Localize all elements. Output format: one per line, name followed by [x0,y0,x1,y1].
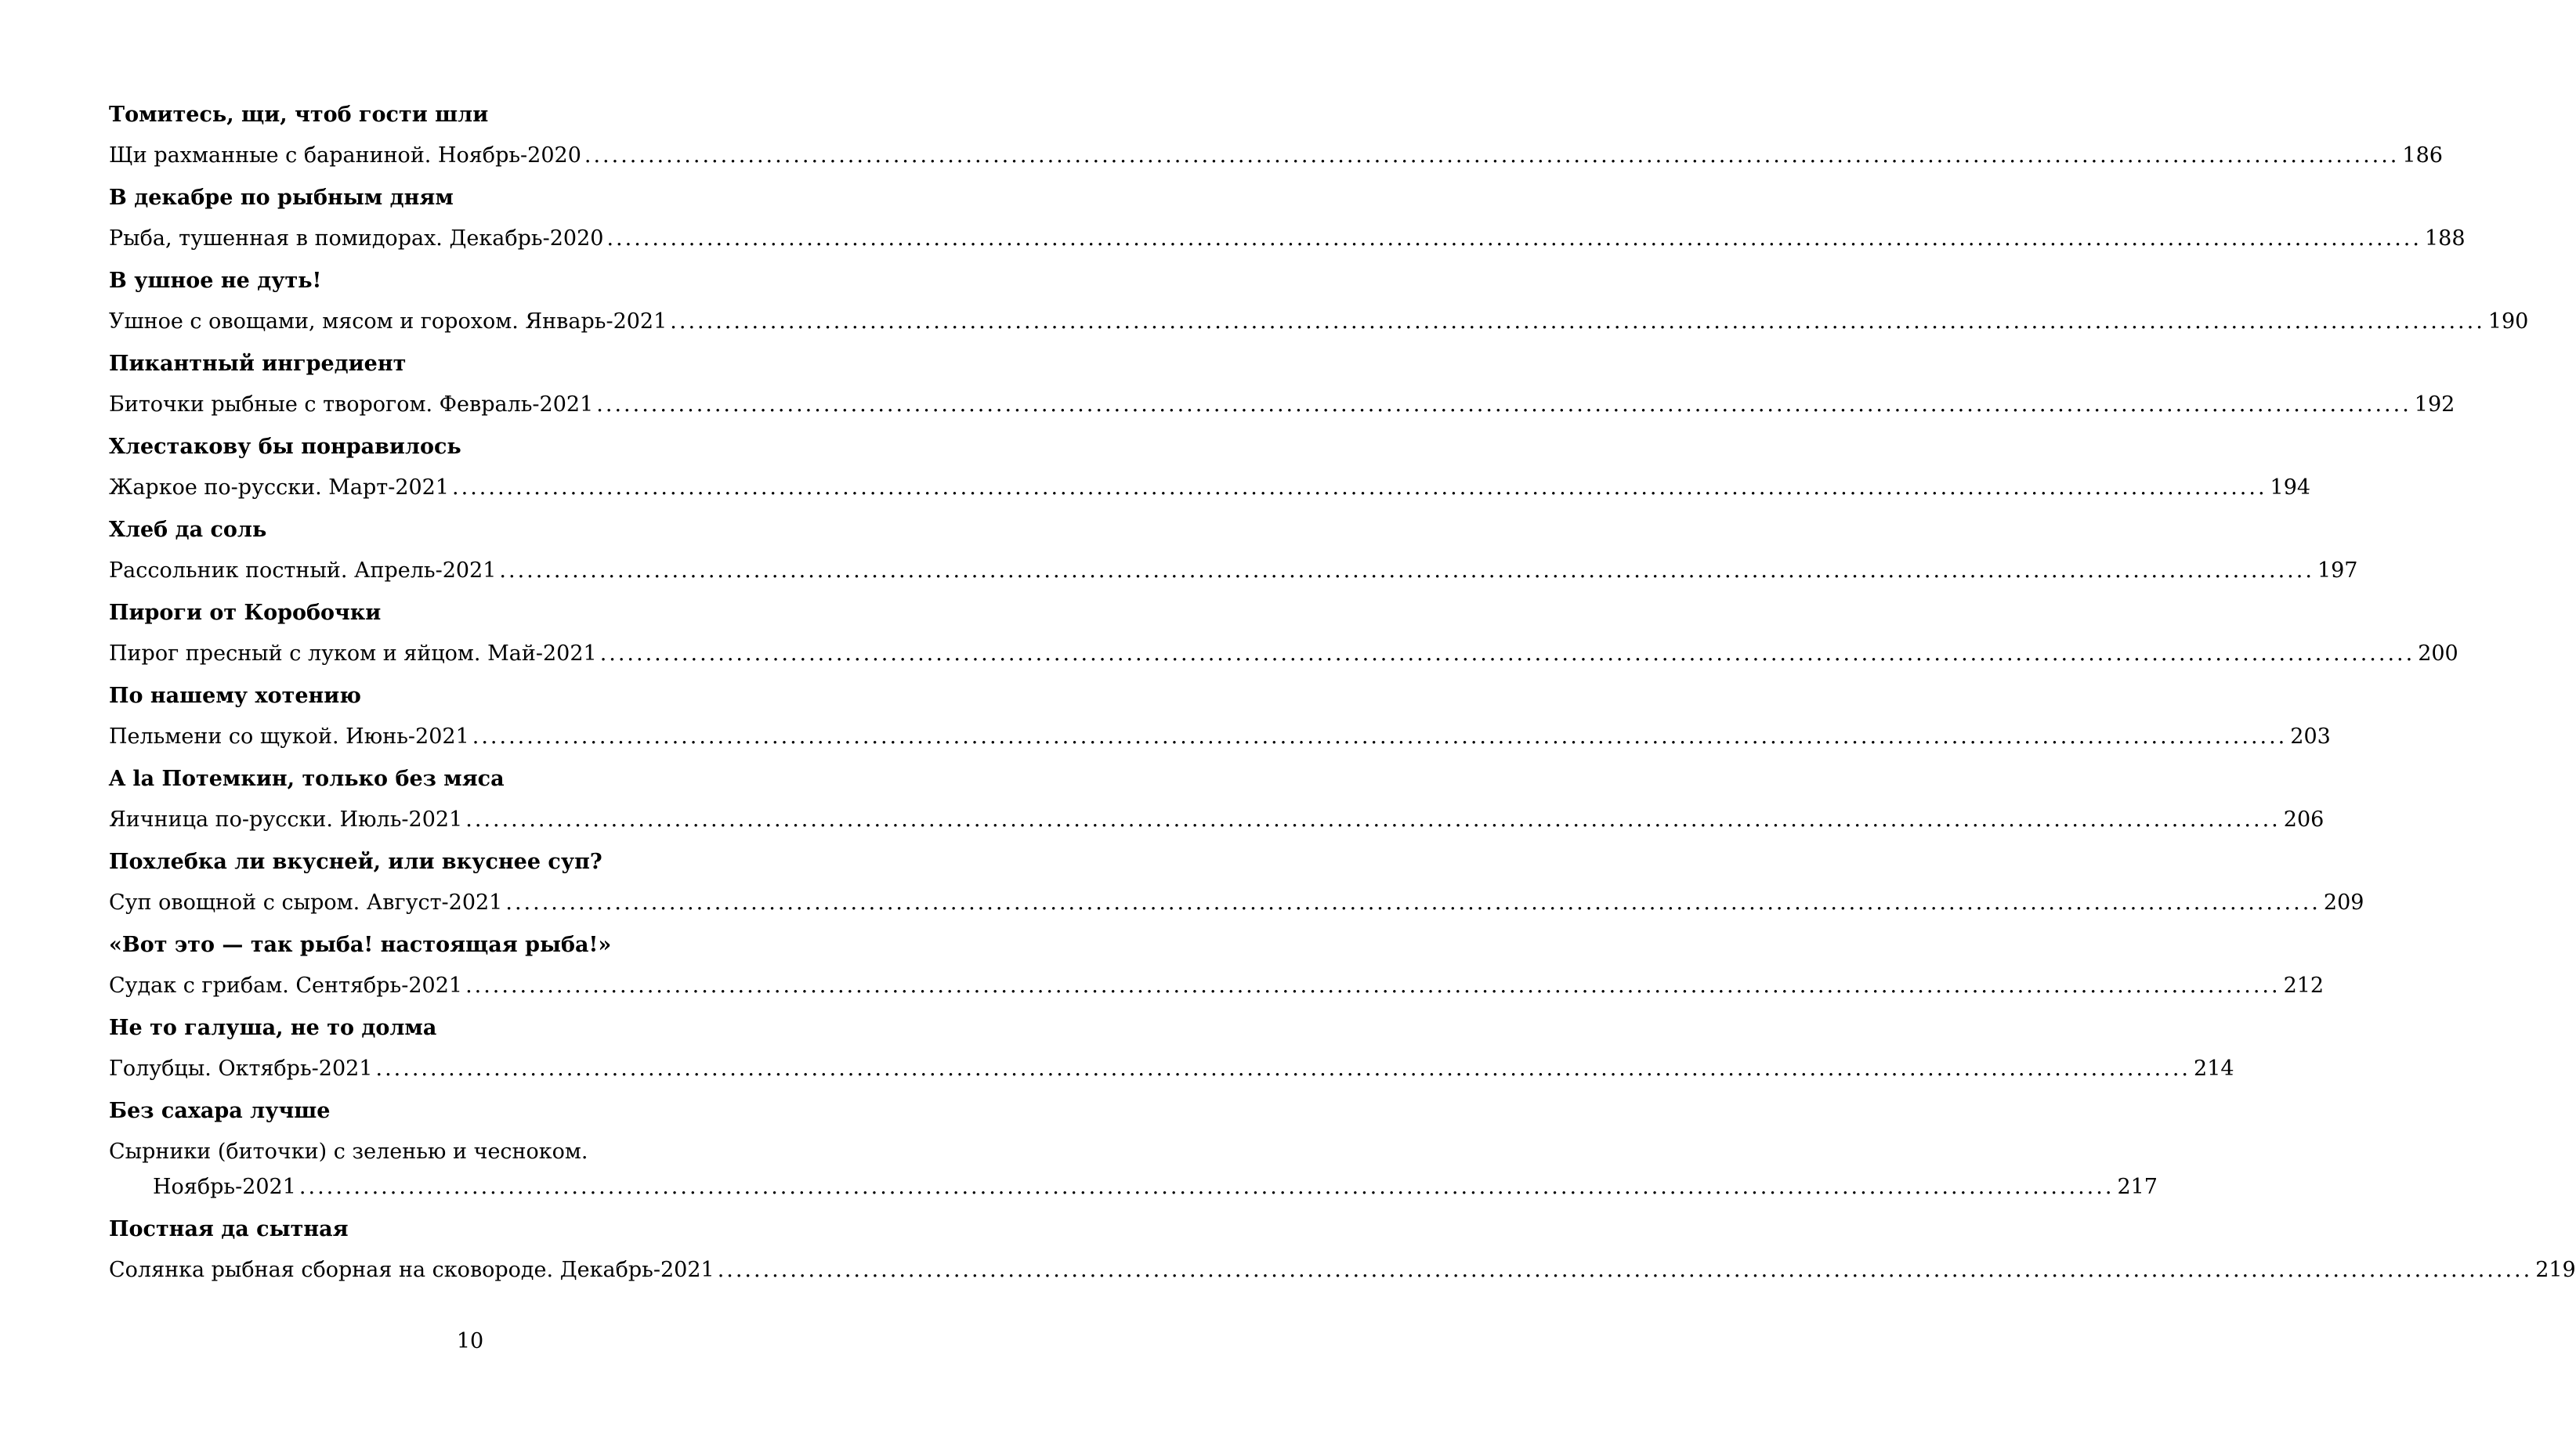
toc-entry[interactable] [109,557,2358,584]
section-heading: Томитесь, щи, чтоб гости шли [109,103,489,127]
section-heading: Постная да сытная [109,1217,349,1241]
entry-page: 219 [2535,1258,2576,1282]
section-heading: A la Потемкин, только без мяса [109,767,505,791]
section-heading: Хлеб да соль [109,518,267,542]
entry-page: 186 [2402,143,2443,168]
toc-entry[interactable] [109,1055,2234,1082]
dot-leader: ........................................................................................................................................................................................................ [452,475,2267,500]
section-heading: Похлебка ли вкусней, или вкуснее суп? [109,850,602,874]
entry-page: 197 [2317,558,2358,583]
entry-title: Суп овощной с сыром. Август-2021 [109,890,503,915]
entry-title: Судак с грибам. Сентябрь-2021 [109,974,463,998]
section-heading: Не то галуша, не то долма [109,1016,437,1040]
toc-entry[interactable] [109,1173,2158,1201]
entry-page: 190 [2487,309,2529,334]
entry-title-line: Сырники (биточки) с зеленью и чесноком. [109,1140,588,1164]
section-heading: Пироги от Коробочки [109,601,382,625]
entry-page: 188 [2424,226,2466,251]
dot-leader: ........................................................................................................................................................................................................ [584,143,2400,168]
toc-entry[interactable] [109,1256,2576,1284]
entry-title: Пирог пресный с луком и яйцом. Май-2021 [109,641,597,666]
toc-entry[interactable] [109,142,2443,169]
entry-title: Биточки рыбные с творогом. Февраль-2021 [109,392,594,417]
entry-page: 212 [2283,974,2325,998]
entry-title: Жаркое по-русски. Март-2021 [109,475,450,500]
dot-leader: ........................................................................................................................................................................................................ [499,558,2314,583]
dot-leader: ........................................................................................................................................................................................................ [670,309,2485,334]
section-heading: В ушное не дуть! [109,269,322,293]
dot-leader: ........................................................................................................................................................................................................ [472,724,2288,749]
toc-entry[interactable] [109,391,2455,418]
toc-entry[interactable] [109,640,2458,667]
section-heading: Без сахара лучше [109,1099,331,1123]
entry-title: Пельмени со щукой. Июнь-2021 [109,724,469,749]
entry-title: Солянка рыбная сборная на сковороде. Декабрь-2021 [109,1258,715,1282]
entry-page: 200 [2418,641,2458,666]
dot-leader: ........................................................................................................................................................................................................ [375,1057,2191,1081]
entry-title: Ушное с овощами, мясом и горохом. Январь-2021 [109,309,668,334]
toc-entry[interactable] [109,889,2364,916]
entry-title: Яичница по-русски. Июль-2021 [109,807,463,832]
dot-leader: ........................................................................................................................................................................................................ [606,226,2422,251]
entry-page: 192 [2414,392,2455,417]
section-heading: Пикантный ингредиент [109,352,407,376]
entry-title: Рассольник постный. Апрель-2021 [109,558,497,583]
entry-title: Голубцы. Октябрь-2021 [109,1057,373,1081]
section-heading: В декабре по рыбным дням [109,186,454,210]
section-heading: По нашему хотению [109,684,361,708]
dot-leader: ........................................................................................................................................................................................................ [465,807,2281,832]
dot-leader: ........................................................................................................................................................................................................ [599,641,2415,666]
entry-title: Ноябрь-2021 [153,1175,296,1199]
dot-leader: ........................................................................................................................................................................................................ [465,974,2281,998]
table-of-contents [109,102,2576,1284]
page-number: 10 [456,1329,484,1353]
toc-entry[interactable] [109,225,2466,252]
entry-page: 203 [2290,724,2331,749]
dot-leader: ........................................................................................................................................................................................................ [505,890,2321,915]
entry-page: 214 [2194,1057,2234,1081]
toc-entry[interactable] [109,474,2311,501]
entry-page: 206 [2283,807,2325,832]
toc-entry[interactable] [109,806,2325,833]
toc-entry[interactable] [109,972,2325,999]
dot-leader: ........................................................................................................................................................................................................ [298,1175,2115,1199]
section-heading: «Вот это — так рыба! настоящая рыба!» [109,933,612,957]
entry-page: 217 [2117,1175,2158,1199]
toc-entry[interactable] [109,308,2529,335]
section-heading: Хлестакову бы понравилось [109,435,461,459]
toc-entry[interactable] [109,723,2331,750]
entry-page: 194 [2270,475,2311,500]
entry-page: 209 [2323,890,2364,915]
dot-leader: ........................................................................................................................................................................................................ [596,392,2411,417]
entry-title: Щи рахманные с бараниной. Ноябрь-2020 [109,143,581,168]
entry-title: Рыба, тушенная в помидорах. Декабрь-2020 [109,226,604,251]
dot-leader: ........................................................................................................................................................................................................ [717,1258,2533,1282]
